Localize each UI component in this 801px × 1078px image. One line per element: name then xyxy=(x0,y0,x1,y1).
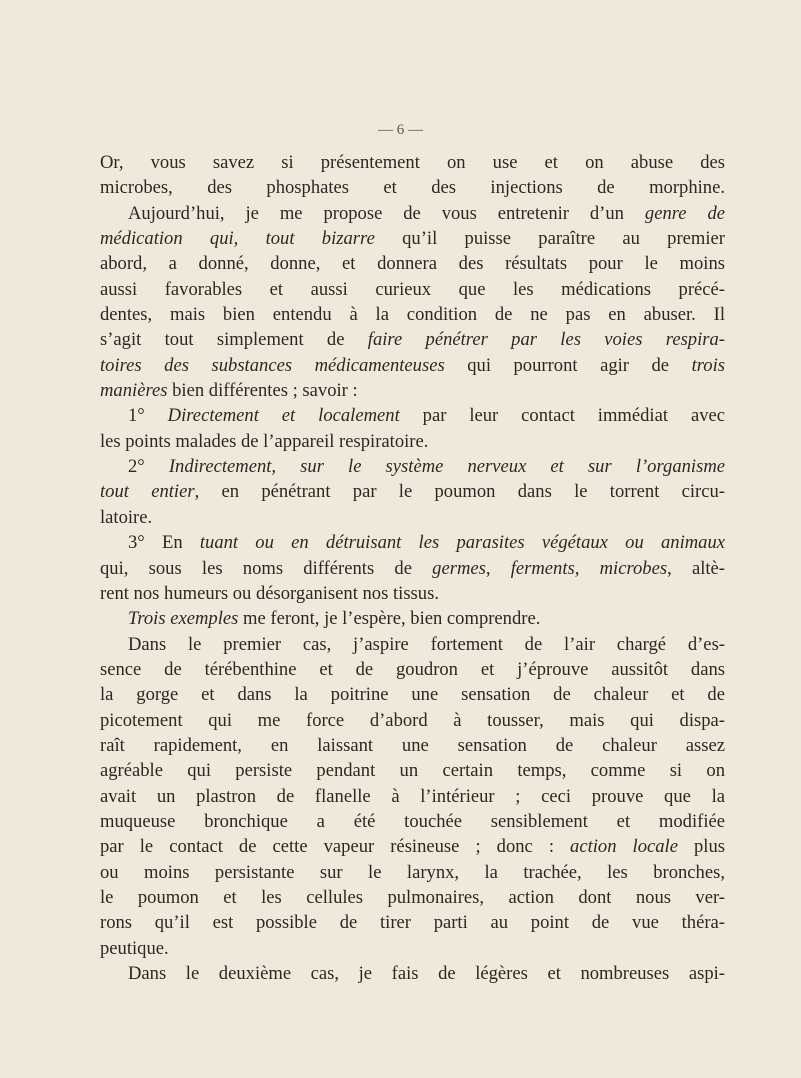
italic-run: genre de xyxy=(644,202,725,224)
text-run: dentes, mais bien entendu à la condition de ne pas en abuser. Il xyxy=(100,304,725,326)
page-number: — 6 — xyxy=(378,122,423,138)
italic-run: tuant ou en détruisant les parasites végétaux ou animaux xyxy=(199,532,726,554)
text-line xyxy=(100,733,725,758)
text-run: , altè- xyxy=(667,557,725,579)
text-run: aussi favorables et aussi curieux que les médications précé- xyxy=(100,278,725,300)
text-run: le poumon et les cellules pulmonaires, action dont nous ver- xyxy=(100,886,725,908)
text-run: 2° xyxy=(128,456,169,478)
text-run: Aujourd’hui, je me propose de vous entretenir d’un xyxy=(128,202,645,224)
italic-run: trois xyxy=(691,354,725,376)
text-run: les points malades de l’appareil respiratoire. xyxy=(100,430,429,452)
text-run: sence de térébenthine et de goudron et j’éprouve aussitôt dans xyxy=(100,658,725,680)
text-line xyxy=(100,302,725,327)
text-run: Dans le premier cas, j’aspire fortement de l’air chargé d’es- xyxy=(128,633,725,655)
text-run: avait un plastron de flanelle à l’intérieur ; ceci prouve que la xyxy=(100,785,725,807)
text-run: bien différentes ; savoir : xyxy=(167,380,358,402)
italic-run: médication qui, tout bizarre xyxy=(100,228,375,250)
text-run: s’agit tout simplement de xyxy=(100,329,368,351)
text-line xyxy=(100,885,725,910)
text-run: 3° En xyxy=(128,532,200,554)
text-run: 1° xyxy=(128,405,168,427)
text-run: la gorge et dans la poitrine une sensation de chaleur et de xyxy=(100,684,725,706)
text-run: latoire. xyxy=(100,506,153,528)
text-line xyxy=(100,403,725,428)
text-line xyxy=(100,201,725,226)
text-run: picotement qui me force d’abord à tousser, mais qui dispa- xyxy=(100,709,725,731)
text-run: , en pénétrant par le poumon dans le torrent circu- xyxy=(194,481,725,503)
italic-run: action locale xyxy=(570,836,678,858)
text-line xyxy=(100,150,725,175)
text-run: qui pourront agir de xyxy=(444,354,692,376)
text-line xyxy=(100,708,725,733)
text-run: Dans le deuxième cas, je fais de légères et nombreuses aspi- xyxy=(128,963,725,984)
italic-run: toires des substances médicamenteuses xyxy=(100,354,445,376)
text-run: qu’il puisse paraître au premier xyxy=(374,228,725,250)
text-line xyxy=(100,682,725,707)
text-line xyxy=(100,834,725,859)
italic-run: Trois exemples xyxy=(128,608,239,630)
italic-run: Directement et localement xyxy=(167,405,400,427)
text-line xyxy=(100,479,725,504)
text-line xyxy=(100,632,725,657)
text-run: me feront, je l’espère, bien comprendre. xyxy=(238,608,541,630)
text-line xyxy=(100,936,725,961)
text-line xyxy=(100,327,725,352)
text-run: raît rapidement, en laissant une sensation de chaleur assez xyxy=(100,734,725,756)
italic-run: germes, ferments, microbes xyxy=(432,557,668,579)
text-line xyxy=(100,429,725,454)
text-run: ou moins persistante sur le larynx, la trachée, les bronches, xyxy=(100,861,725,883)
text-line xyxy=(100,251,725,276)
text-run: peutique. xyxy=(100,937,169,959)
text-line xyxy=(100,910,725,935)
text-line xyxy=(100,175,725,200)
italic-run: manières xyxy=(100,380,168,402)
text-line xyxy=(100,961,725,986)
text-run: plus xyxy=(677,836,725,858)
text-line xyxy=(100,809,725,834)
text-run: rons qu’il est possible de tirer parti au point de vue théra- xyxy=(100,912,725,934)
text-line xyxy=(100,784,725,809)
text-run: qui, sous les noms différents de xyxy=(100,557,433,579)
italic-run: faire pénétrer par les voies respira- xyxy=(367,329,725,351)
text-line xyxy=(100,505,725,530)
body-text xyxy=(100,150,725,986)
text-line xyxy=(100,226,725,251)
text-run: abord, a donné, donne, et donnera des résultats pour le moins xyxy=(100,253,725,275)
text-line xyxy=(100,556,725,581)
text-line xyxy=(100,277,725,302)
italic-run: Indirectement, sur le système nerveux et sur l’organisme xyxy=(168,456,725,478)
text-run: microbes, des phosphates et des injections de morphine. xyxy=(100,177,725,199)
text-line xyxy=(100,353,725,378)
text-line xyxy=(100,378,725,403)
text-line xyxy=(100,758,725,783)
text-run: Or, vous savez si présentement on use et on abuse des xyxy=(100,152,725,173)
text-line xyxy=(100,860,725,885)
italic-run: tout entier xyxy=(100,481,195,503)
text-run: agréable qui persiste pendant un certain temps, comme si on xyxy=(100,760,725,782)
text-line xyxy=(100,581,725,606)
text-line xyxy=(100,530,725,555)
text-line xyxy=(100,454,725,479)
text-run: muqueuse bronchique a été touchée sensiblement et modifiée xyxy=(100,810,725,832)
text-run: par le contact de cette vapeur résineuse ; donc : xyxy=(100,836,571,858)
text-line xyxy=(100,657,725,682)
text-run: rent nos humeurs ou désorganisent nos tissus. xyxy=(100,582,439,604)
text-run: par leur contact immédiat avec xyxy=(399,405,725,427)
text-line xyxy=(100,606,725,631)
